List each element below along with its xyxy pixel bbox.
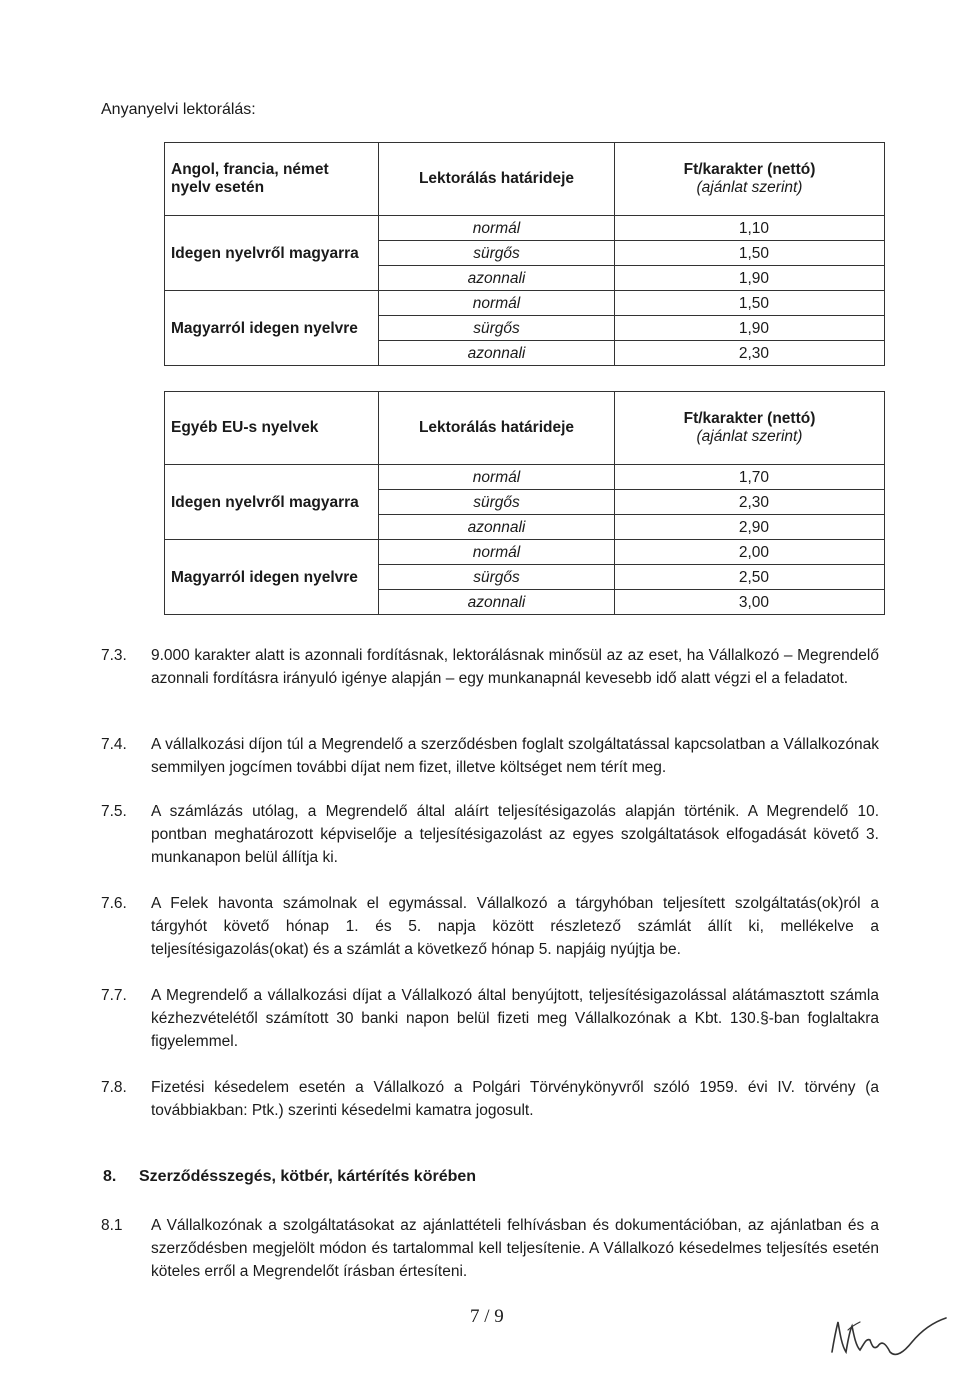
price-cell: 2,30 <box>615 490 885 515</box>
signature-icon <box>812 1300 952 1370</box>
clause-number: 7.4. <box>101 736 127 753</box>
clause-7-4 <box>101 733 879 779</box>
group-label: Magyarról idegen nyelvre <box>165 291 379 366</box>
deadline-cell: normál <box>379 465 615 490</box>
deadline-cell: normál <box>379 291 615 316</box>
deadline-cell: sürgős <box>379 241 615 266</box>
clause-number: 7.3. <box>101 647 127 664</box>
section-title: Szerződésszegés, kötbér, kártérítés körében <box>139 1168 477 1185</box>
table-header <box>165 392 885 465</box>
clause-number: 8.1 <box>101 1217 123 1234</box>
clause-7-7 <box>101 984 879 1053</box>
table-row <box>165 465 885 490</box>
header-price <box>615 392 885 465</box>
price-cell: 3,00 <box>615 590 885 615</box>
deadline-cell: normál <box>379 216 615 241</box>
section-number: 8. <box>103 1168 117 1185</box>
clause-text: A Megrendelő a vállalkozási díjat a Vállalkozó által benyújtott, teljesítésigazolással alátámasztott számla kézhezvételétől számított 30 banki napon belül fizeti meg Vállalkozónak a Kbt. 130.§-ban foglaltakra figyelemmel. <box>151 987 879 1050</box>
price-cell: 2,00 <box>615 540 885 565</box>
header-deadline: Lektorálás határideje <box>379 143 615 216</box>
price-cell: 1,50 <box>615 291 885 316</box>
clause-text: A Felek havonta számolnak el egymással. Vállalkozó a tárgyhóban teljesített szolgáltatás(ok)ról a tárgyhót követő hónap 1. és 5. napja között részletező számlát állít ki, mellékelve a teljesítésigazolás(okat) és a számlát a következő hónap 5. napjáig nyújtja be. <box>151 895 879 958</box>
header-price-note: (ajánlat szerint) <box>696 428 803 445</box>
section-heading: Anyanyelvi lektorálás: <box>101 101 256 118</box>
table-header <box>165 143 885 216</box>
price-cell: 1,90 <box>615 266 885 291</box>
clause-number: 7.6. <box>101 895 127 912</box>
deadline-cell: azonnali <box>379 590 615 615</box>
table-row <box>165 540 885 565</box>
clause-number: 7.8. <box>101 1079 127 1096</box>
clause-7-3 <box>101 644 879 690</box>
price-cell: 2,50 <box>615 565 885 590</box>
clause-8-1 <box>101 1214 879 1283</box>
clause-7-8 <box>101 1076 879 1122</box>
header-deadline: Lektorálás határideje <box>379 392 615 465</box>
clause-7-6 <box>101 892 879 961</box>
page-number: 7 / 9 <box>470 1306 504 1327</box>
table-row <box>165 216 885 241</box>
deadline-cell: azonnali <box>379 515 615 540</box>
header-price-label: Ft/karakter (nettó) <box>683 161 816 178</box>
price-cell: 2,90 <box>615 515 885 540</box>
price-cell: 1,70 <box>615 465 885 490</box>
clause-number: 7.7. <box>101 987 127 1004</box>
header-language: Angol, francia, német nyelv esetén <box>165 143 379 216</box>
header-price-label: Ft/karakter (nettó) <box>683 410 816 427</box>
header-language: Egyéb EU-s nyelvek <box>165 392 379 465</box>
deadline-cell: sürgős <box>379 316 615 341</box>
clause-text: A vállalkozási díjon túl a Megrendelő a szerződésben foglalt szolgáltatással kapcsolatban a Vállalkozónak semmilyen jogcímen további díjat nem fizet, illetve költséget nem térít meg. <box>151 736 879 776</box>
price-cell: 1,90 <box>615 316 885 341</box>
table-row <box>165 291 885 316</box>
clause-text: A Vállalkozónak a szolgáltatásokat az ajánlattételi felhívásban és dokumentációban, az ajánlatban és a szerződésben megjelölt módon és tartalommal kell teljesítenie. A Vállalkozó késedelmes teljesítés esetén köteles erről a Megrendelőt írásban értesíteni. <box>151 1217 879 1280</box>
rates-table-2 <box>164 391 885 615</box>
header-price <box>615 143 885 216</box>
deadline-cell: azonnali <box>379 266 615 291</box>
deadline-cell: azonnali <box>379 341 615 366</box>
clause-text: A számlázás utólag, a Megrendelő által aláírt teljesítésigazolás alapján történik. A Megrendelő 10. pontban meghatározott képviselője a teljesítésigazolást az egyes szolgáltatások elfogadását követő 3. munkanapon belül állítja ki. <box>151 803 879 866</box>
section-8-heading <box>103 1168 476 1186</box>
clause-text: Fizetési késedelem esetén a Vállalkozó a Polgári Törvénykönyvről szóló 1959. évi IV. törvény (a továbbiakban: Ptk.) szerinti késedelmi kamatra jogosult. <box>151 1079 879 1119</box>
clause-7-5 <box>101 800 879 869</box>
price-cell: 1,50 <box>615 241 885 266</box>
price-cell: 1,10 <box>615 216 885 241</box>
price-cell: 2,30 <box>615 341 885 366</box>
deadline-cell: sürgős <box>379 565 615 590</box>
deadline-cell: normál <box>379 540 615 565</box>
clause-text: 9.000 karakter alatt is azonnali fordításnak, lektorálásnak minősül az az eset, ha Vállalkozó – Megrendelő azonnali fordításra irányuló igénye alapján – egy munkanapnál kevesebb idő alatt végzi el a feladatot. <box>151 647 879 687</box>
group-label: Idegen nyelvről magyarra <box>165 465 379 540</box>
rates-table-1 <box>164 142 885 366</box>
group-label: Idegen nyelvről magyarra <box>165 216 379 291</box>
group-label: Magyarról idegen nyelvre <box>165 540 379 615</box>
header-price-note: (ajánlat szerint) <box>696 179 803 196</box>
deadline-cell: sürgős <box>379 490 615 515</box>
clause-number: 7.5. <box>101 803 127 820</box>
